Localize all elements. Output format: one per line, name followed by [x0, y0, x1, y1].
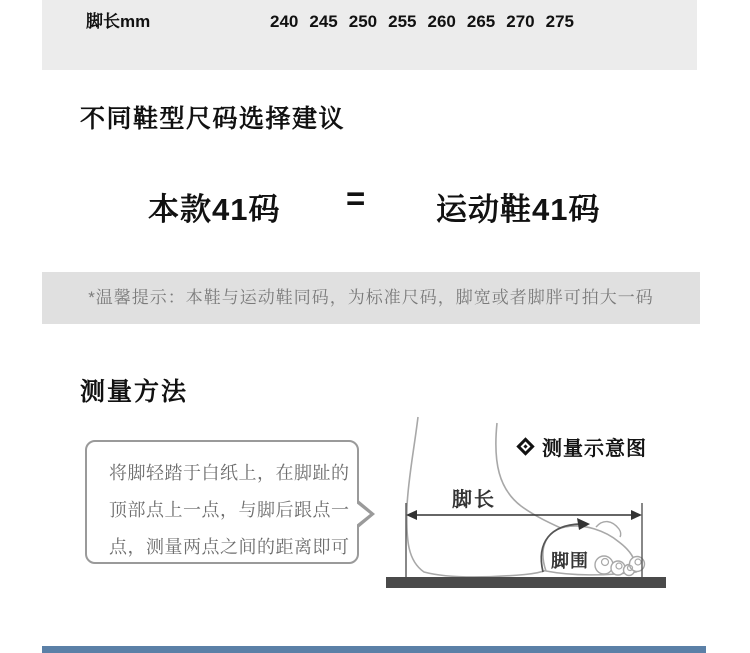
ground-bar: [386, 577, 666, 588]
tip-text: *温馨提示：本鞋与运动鞋同码，为标准尺码，脚宽或者脚胖可拍大一码: [88, 288, 654, 307]
foot-length-header: 脚长mm: [86, 12, 151, 31]
sneaker-size-label: 运动鞋41码: [436, 192, 601, 227]
size-values-row: [270, 11, 574, 33]
tip-bar: [42, 272, 700, 324]
size-value: 255: [388, 12, 417, 31]
foot-length-label: 脚长: [452, 489, 496, 511]
bubble-line: 点，测量两点之间的距离即可: [109, 537, 350, 557]
foot-measure-diagram: [380, 415, 670, 590]
size-value: 240: [270, 12, 299, 31]
size-value: 265: [466, 12, 496, 31]
length-arrowhead-right-icon: [631, 510, 642, 520]
equals-sign: =: [346, 180, 366, 217]
size-value: 275: [545, 12, 574, 31]
suggestion-title: 不同鞋型尺码选择建议: [80, 105, 346, 133]
foot-front-outline: [496, 423, 580, 537]
legend-label: 测量示意图: [542, 438, 647, 460]
this-style-size-label: 本款41码: [148, 192, 281, 227]
size-value: 245: [309, 12, 338, 31]
size-value: 260: [427, 12, 456, 31]
size-value: 250: [348, 12, 378, 31]
size-value: 270: [506, 12, 535, 31]
bubble-tail-icon: [355, 502, 370, 526]
speech-bubble: [85, 440, 359, 564]
measure-method-title: 测量方法: [80, 378, 189, 406]
bubble-line: 顶部点上一点，与脚后跟点一: [109, 500, 350, 520]
bottom-accent-bar: [42, 646, 706, 653]
size-table-row: [42, 0, 697, 70]
bubble-line: 将脚轻踏于白纸上，在脚趾的: [109, 463, 350, 483]
foot-girth-label: 脚围: [551, 551, 589, 571]
